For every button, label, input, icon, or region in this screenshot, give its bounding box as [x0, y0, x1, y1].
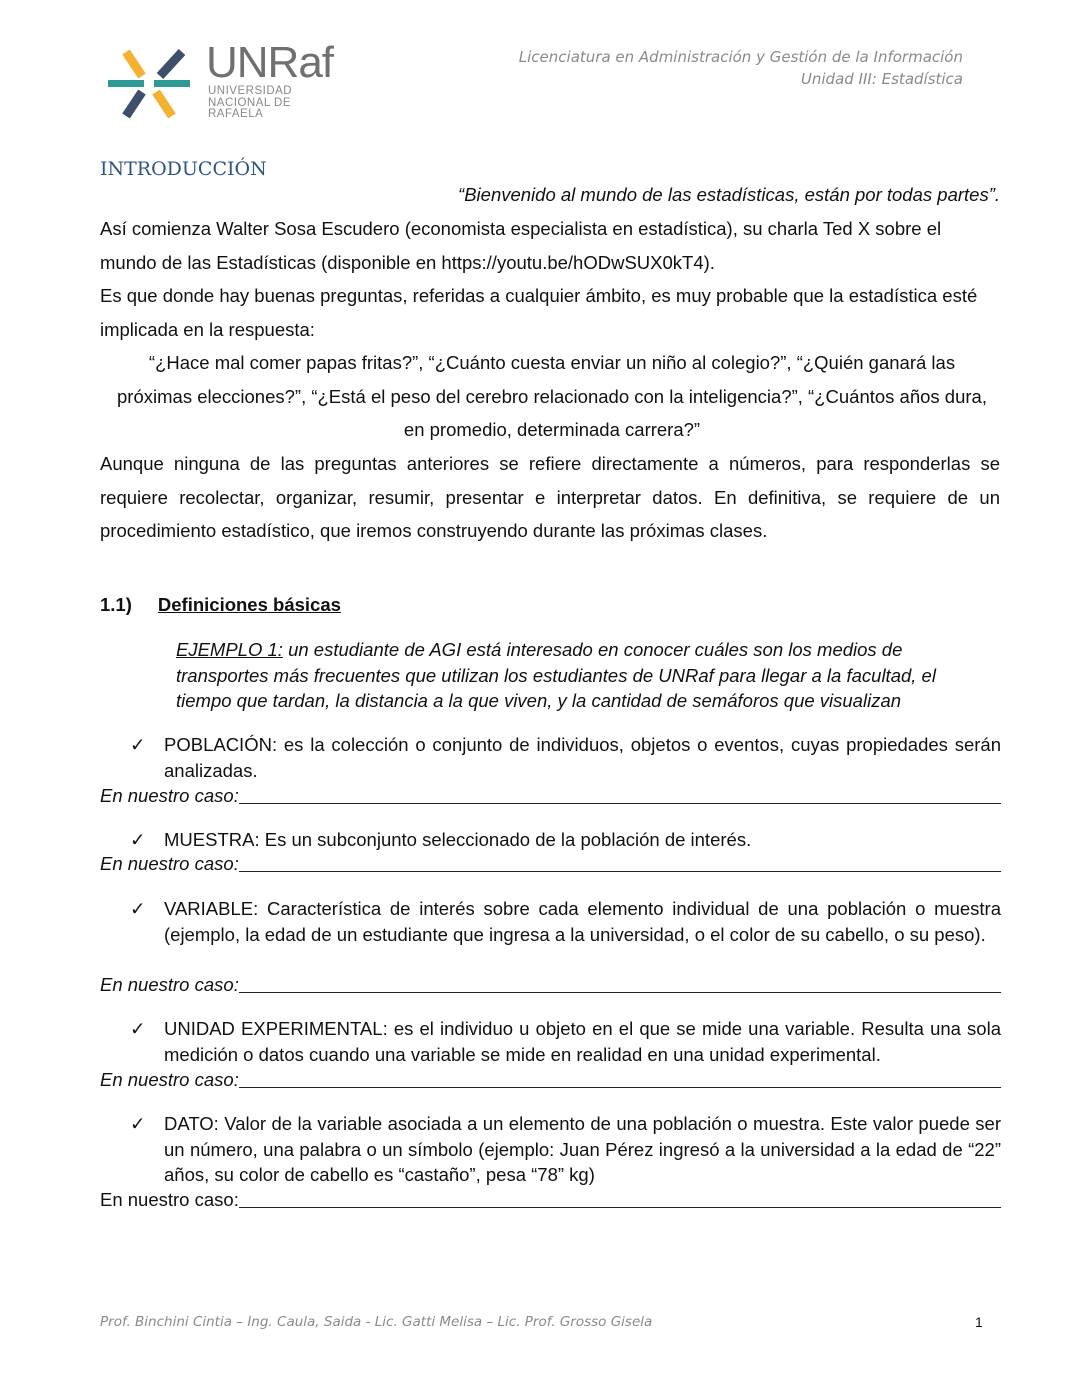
definition-item — [130, 1016, 1001, 1067]
checkmark-icon: ✓ — [130, 829, 146, 850]
page-header — [519, 46, 963, 90]
answer-field[interactable] — [100, 1189, 1001, 1211]
answer-line[interactable] — [239, 853, 1001, 872]
intro-quote: “Bienvenido al mundo de las estadísticas, están por todas partes”. — [458, 184, 1000, 205]
unraf-logo-icon — [108, 46, 190, 122]
header-unit: Unidad III: Estadística — [800, 70, 963, 88]
answer-label: En nuestro caso: — [100, 1189, 239, 1210]
definition-item — [130, 896, 1001, 947]
answer-line[interactable] — [239, 1189, 1001, 1208]
logo-subtitle — [208, 86, 292, 121]
footer-authors: Prof. Binchini Cintia – Ing. Caula, Saida - Lic. Gatti Melisa – Lic. Prof. Grosso Gisela — [100, 1314, 653, 1330]
intro-paragraph-1: Así comienza Walter Sosa Escudero (economista especialista en estadística), su charla Ted X sobre el mundo de las Estadísticas (disponible en https://youtu.be/hODwSUX0kT4). — [100, 218, 942, 273]
definition-text: MUESTRA: Es un subconjunto seleccionado de la población de interés. — [164, 829, 752, 850]
intro-questions: “¿Hace mal comer papas fritas?”, “¿Cuánto cuesta enviar un niño al colegio?”, “¿Quién ganará las próximas elecciones?”, “¿Está el peso del cerebro relacionado con la inteligencia?”, “¿Cuántos años dura, en promedio, determinada carrera?” — [117, 352, 987, 440]
answer-label: En nuestro caso: — [100, 974, 239, 995]
example-box — [176, 637, 966, 714]
logo-sub-line: RAFAELA — [208, 108, 264, 120]
definition-text: UNIDAD EXPERIMENTAL: es el individuo u objeto en el que se mide una variable. Resulta una sola medición o datos cuando una variable se mide en realidad en una unidad experimental. — [164, 1018, 1001, 1065]
answer-line[interactable] — [239, 1069, 1001, 1088]
section-title: Definiciones básicas — [157, 594, 341, 615]
page-number: 1 — [975, 1314, 983, 1330]
logo-sub-line: UNIVERSIDAD — [208, 85, 293, 97]
answer-line[interactable] — [239, 785, 1001, 804]
intro-heading: INTRODUCCIÓN — [100, 158, 267, 180]
answer-field[interactable] — [100, 853, 1001, 875]
intro-paragraph-2: Es que donde hay buenas preguntas, referidas a cualquier ámbito, es muy probable que la estadística esté implicada en la respuesta: — [100, 285, 978, 340]
definition-text: VARIABLE: Característica de interés sobre cada elemento individual de una población o muestra (ejemplo, la edad de un estudiante que ingresa a la universidad, o el color de su cabello, o su peso). — [164, 898, 1001, 945]
answer-field[interactable] — [100, 785, 1001, 807]
checkmark-icon: ✓ — [130, 1113, 146, 1134]
checkmark-icon: ✓ — [130, 734, 146, 755]
answer-field[interactable] — [100, 1069, 1001, 1091]
answer-label: En nuestro caso: — [100, 785, 239, 806]
definition-item — [130, 827, 1001, 853]
section-number: 1.1) — [100, 594, 132, 615]
header-course: Licenciatura en Administración y Gestión de la Información — [518, 48, 963, 66]
example-label: EJEMPLO 1: — [176, 639, 283, 660]
answer-line[interactable] — [239, 974, 1001, 993]
definition-text: POBLACIÓN: es la colección o conjunto de individuos, objetos o eventos, cuyas propiedades serán analizadas. — [164, 734, 1001, 781]
answer-label: En nuestro caso: — [100, 1069, 239, 1090]
section-heading — [100, 594, 341, 616]
example-text: un estudiante de AGI está interesado en conocer cuáles son los medios de transportes más frecuentes que utilizan los estudiantes de UNRaf para llegar a la facultad, el tiempo que tardan, la distancia a la que viven, y la cantidad de semáforos que visualizan — [176, 639, 936, 711]
checkmark-icon: ✓ — [130, 898, 146, 919]
definition-item — [130, 1111, 1001, 1188]
definition-text: DATO: Valor de la variable asociada a un elemento de una población o muestra. Este valor puede ser un número, una palabra o un símbolo (ejemplo: Juan Pérez ingresó a la universidad a la edad de “22” años, su color de cabello es “castaño”, pesa “78” kg) — [164, 1113, 1001, 1185]
answer-label: En nuestro caso: — [100, 853, 239, 874]
checkmark-icon: ✓ — [130, 1018, 146, 1039]
definition-item — [130, 732, 1001, 783]
logo-sub-line: NACIONAL DE — [208, 96, 292, 109]
answer-field[interactable] — [100, 974, 1001, 996]
logo-name: UNRaf — [206, 38, 334, 87]
intro-paragraph-3: Aunque ninguna de las preguntas anteriores se refiere directamente a números, para responderlas se requiere recolectar, organizar, resumir, presentar e interpretar datos. En definitiva, se requiere de un procedimiento estadístico, que iremos construyendo durante las próximas clases. — [100, 453, 1000, 541]
